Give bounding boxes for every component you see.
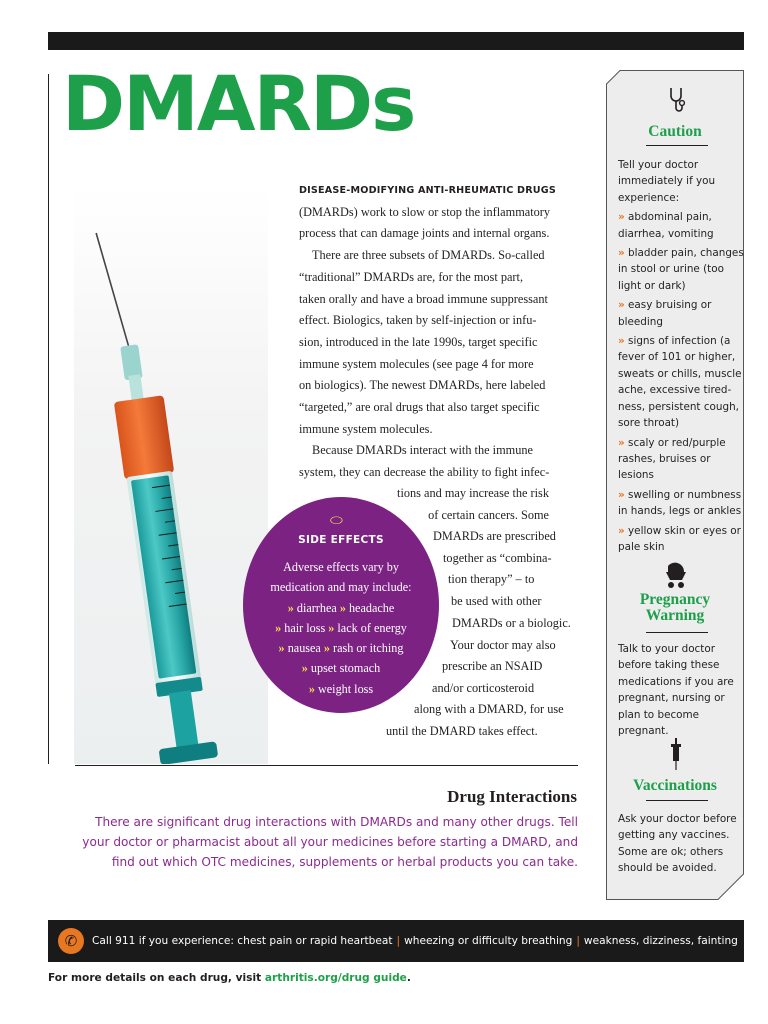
intro-line: immune system molecules. xyxy=(299,421,433,436)
drug-guide-link[interactable]: arthritis.org/drug guide xyxy=(264,972,407,984)
caution-item xyxy=(618,297,744,330)
emergency-banner xyxy=(48,920,744,962)
emergency-prefix: Call 911 xyxy=(92,935,136,947)
stethoscope-icon xyxy=(667,86,685,116)
intro-line: immune system molecules (see page 4 for more xyxy=(299,356,534,371)
side-effects-row xyxy=(243,638,439,658)
wrap-line: DMARDs or a biologic. xyxy=(452,615,571,630)
wrap-text-bottom xyxy=(386,699,580,742)
side-effect-item: hair loss xyxy=(284,620,326,635)
drug-interactions-text: There are significant drug interactions with DMARDs and many other drugs. Tell your doctor or pharmacist about all your medicines before starting a DMARD, and find out which OTC medicines, supplements or herbal products you can take. xyxy=(82,815,578,869)
caution-intro: Tell your doctor immediately if you experience: xyxy=(618,159,716,204)
emergency-text xyxy=(92,920,738,962)
bullet-marker: » xyxy=(301,661,308,676)
wrap-line: be used with other xyxy=(451,594,542,609)
wrap-line: prescribe an NSAID xyxy=(442,659,543,674)
section-divider xyxy=(75,765,578,766)
side-effect-item: diarrhea xyxy=(296,600,337,615)
emergency-part: if you experience: chest pain or rapid heartbeat xyxy=(138,935,393,947)
baby-stroller-icon xyxy=(664,562,688,590)
side-effect-item: headache xyxy=(348,600,395,615)
side-effects-title: SIDE EFFECTS xyxy=(298,534,384,546)
wrap-line: Your doctor may also xyxy=(450,637,556,652)
caution-title: Caution xyxy=(648,123,702,140)
bullet-marker: » xyxy=(308,681,315,696)
intro-line: on biologics). The newest DMARDs, here labeled xyxy=(299,378,546,393)
caution-item-text: easy bruising or bleeding xyxy=(618,299,712,328)
phone-icon: ✆ xyxy=(58,928,84,954)
emergency-part: wheezing or difficulty breathing xyxy=(404,935,573,947)
bullet-marker: » xyxy=(278,641,285,656)
pill-icon: ⬭ xyxy=(330,511,343,529)
side-effects-row xyxy=(243,598,439,618)
caution-item-text: bladder pain, changes in stool or urine (too light or dark) xyxy=(618,247,744,292)
side-effect-item: upset stomach xyxy=(310,661,381,676)
caution-item xyxy=(618,333,744,431)
intro-text xyxy=(299,179,579,484)
wrap-line: until the DMARD takes effect. xyxy=(386,723,538,738)
separator: | xyxy=(396,935,401,947)
pregnancy-title-line: Warning xyxy=(645,607,705,624)
bullet-marker: » xyxy=(275,620,282,635)
bullet-marker: » xyxy=(618,524,625,537)
wrap-line: together as “combina- xyxy=(443,550,552,565)
top-bar xyxy=(48,32,744,50)
wrap-text xyxy=(380,483,549,526)
side-effects-row xyxy=(243,618,439,638)
wrap-line: tions and may increase the risk xyxy=(397,486,549,500)
side-effects-intro: medication and may include: xyxy=(270,580,412,595)
intro-line: sion, introduced in the late 1990s, target specific xyxy=(299,334,538,349)
wrap-line: DMARDs are prescribed xyxy=(433,529,556,543)
wrap-line: tion therapy” – to xyxy=(448,572,535,587)
intro-line: system, they can decrease the ability to fight infec- xyxy=(299,465,550,480)
bullet-marker: » xyxy=(618,335,625,348)
separator: | xyxy=(576,935,580,947)
syringe-icon xyxy=(669,738,683,770)
intro-line: effect. Biologics, taken by self-injection or infu- xyxy=(299,313,537,328)
bullet-marker: » xyxy=(618,299,625,312)
vaccinations-rule xyxy=(646,800,708,801)
caution-item-text: scaly or red/purple rashes, bruises or lesions xyxy=(618,436,726,482)
caution-rule xyxy=(646,145,708,146)
side-effects-callout xyxy=(243,497,439,713)
syringe-photo xyxy=(74,186,268,764)
vaccinations-text: Ask your doctor before getting any vaccines. Some are ok; others should be avoided. xyxy=(618,813,737,875)
bullet-marker: » xyxy=(618,488,625,501)
side-effects-row xyxy=(243,679,439,699)
caution-list xyxy=(618,209,744,555)
intro-lead: DISEASE-MODIFYING ANTI-RHEUMATIC DRUGS xyxy=(299,185,556,196)
caution-item xyxy=(618,209,744,242)
intro-line: “targeted,” are oral drugs that also target specific xyxy=(299,400,540,415)
intro-line: Because DMARDs interact with the immune xyxy=(312,443,533,458)
wrap-line: and/or corticosteroid xyxy=(432,680,535,695)
wrap-text-lower xyxy=(430,526,580,700)
caution-item-text: abdominal pain, diarrhea, vomiting xyxy=(618,211,714,240)
intro-line: (DMARDs) work to slow or stop the inflammatory xyxy=(299,204,551,219)
footer-text: For more details on each drug, visit xyxy=(48,972,262,984)
bullet-marker: » xyxy=(618,247,625,260)
caution-item-text: yellow skin or eyes or pale skin xyxy=(618,524,741,553)
caution-item xyxy=(618,487,744,520)
intro-line: “traditional” DMARDs are, for the most part, xyxy=(299,269,524,284)
caution-item-text: swelling or numbness in hands, legs or ankles xyxy=(618,488,742,518)
bullet-marker: » xyxy=(618,211,625,224)
bullet-marker: » xyxy=(618,436,625,449)
bullet-marker: » xyxy=(339,600,346,615)
footer-end: . xyxy=(406,972,411,984)
side-effect-item: nausea xyxy=(287,641,321,656)
wrap-line: of certain cancers. Some xyxy=(428,507,549,522)
intro-line: process that can damage joints and internal organs. xyxy=(299,226,550,241)
pregnancy-title-line: Pregnancy xyxy=(639,591,711,608)
caution-item xyxy=(618,245,744,294)
side-effect-item: rash or itching xyxy=(333,641,404,656)
syringe-body xyxy=(86,226,218,764)
bullet-marker: » xyxy=(328,620,335,635)
bullet-marker: » xyxy=(323,641,330,656)
caution-item xyxy=(618,435,744,484)
caution-item-text: signs of infection (a fever of 101 or higher, sweats or chills, muscle ache, excessive tired-ness, persistent cough, sore throat) xyxy=(618,335,742,430)
bullet-marker: » xyxy=(287,600,294,615)
pregnancy-title xyxy=(606,592,744,624)
side-effect-item: lack of energy xyxy=(337,620,407,635)
side-effects-row xyxy=(243,658,439,678)
intro-line: taken orally and have a broad immune suppressant xyxy=(299,291,548,306)
wrap-line: along with a DMARD, for use xyxy=(414,702,564,716)
page-title: DMARDs xyxy=(62,59,415,148)
caution-text xyxy=(618,157,744,555)
syringe-illustration xyxy=(74,186,268,764)
pregnancy-rule xyxy=(646,632,708,633)
pregnancy-text: Talk to your doctor before taking these medications if you are pregnant, nursing or plan to become pregnant. xyxy=(618,643,734,738)
emergency-part: weakness, dizziness, fainting xyxy=(583,935,738,947)
vaccinations-title: Vaccinations xyxy=(633,777,717,794)
drug-interactions-title: Drug Interactions xyxy=(447,787,577,806)
side-effects-intro: Adverse effects vary by xyxy=(283,560,399,574)
side-effect-item: weight loss xyxy=(317,681,374,696)
caution-item xyxy=(618,523,744,556)
left-rule xyxy=(48,74,49,764)
intro-line: There are three subsets of DMARDs. So-called xyxy=(312,248,545,263)
footer-note xyxy=(48,972,411,984)
